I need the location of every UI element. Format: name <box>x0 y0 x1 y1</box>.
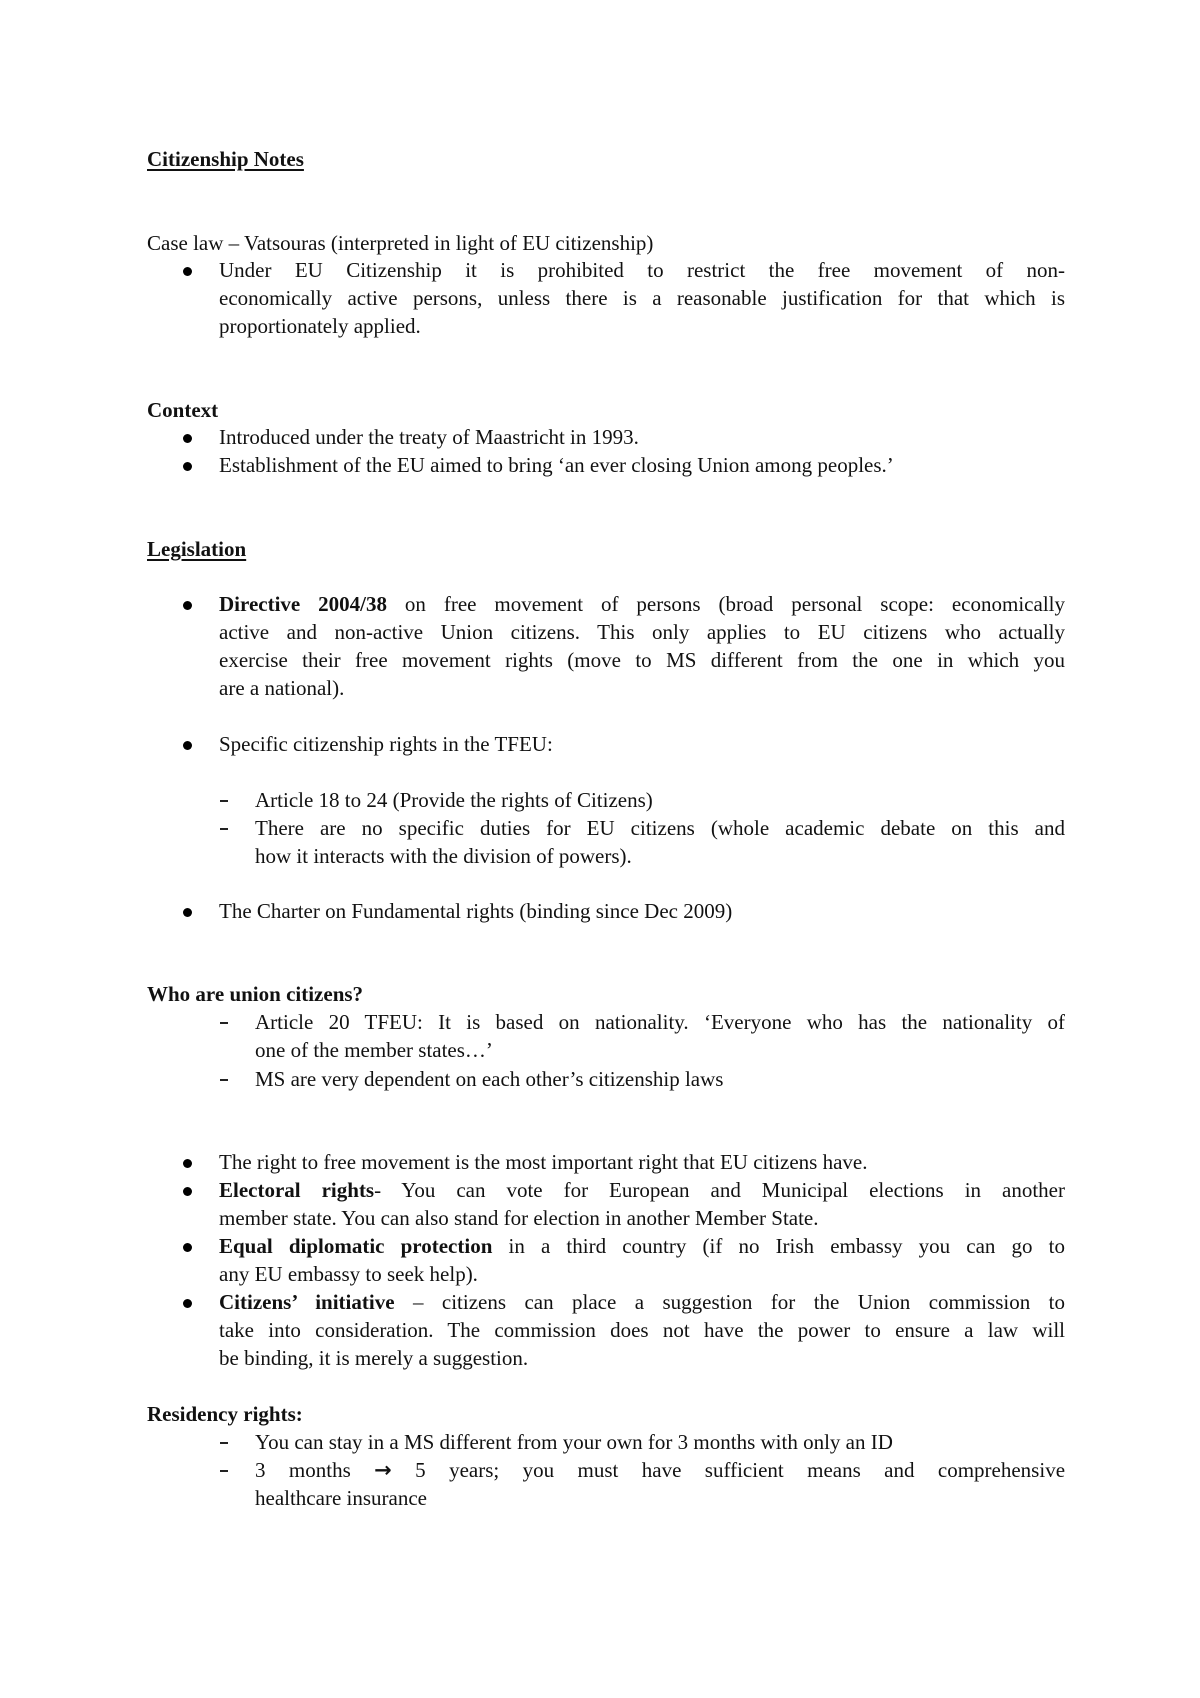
bullet-icon <box>183 741 192 750</box>
bullet-icon <box>183 462 192 471</box>
electoral-line-1 <box>219 1176 1065 1204</box>
tfeu-dash-1: Article 18 to 24 (Provide the rights of Citizens) <box>255 788 653 812</box>
initiative-line-1 <box>219 1288 1065 1316</box>
initiative-line-3: be binding, it is merely a suggestion. <box>219 1346 529 1370</box>
directive-line-2: active and non-active Union citizens. This only applies to EU citizens who actually <box>219 620 1065 644</box>
tfeu-dash-2: There are no specific duties for EU citizens (whole academic debate on this and <box>255 816 1065 840</box>
directive-text: on free movement of persons (broad personal scope: economically <box>387 592 1065 616</box>
dash-icon <box>220 1442 228 1444</box>
directive-name: Directive 2004/38 <box>219 592 387 616</box>
tfeu-bullet: Specific citizenship rights in the TFEU: <box>219 732 553 756</box>
dash-icon <box>220 828 228 830</box>
charter-bullet: The Charter on Fundamental rights (binding since Dec 2009) <box>219 899 733 923</box>
residency-heading: Residency rights: <box>147 1402 303 1426</box>
legislation-heading: Legislation <box>147 537 247 561</box>
diplomatic-label: Equal diplomatic protection <box>219 1234 493 1258</box>
residency-dash-2 <box>255 1456 1065 1484</box>
case-law-line-3: proportionately applied. <box>219 314 421 338</box>
bullet-icon <box>183 434 192 443</box>
bullet-icon <box>183 1299 192 1308</box>
case-law-line-1: Under EU Citizenship it is prohibited to restrict the free movement of non- <box>219 258 1065 282</box>
who-heading: Who are union citizens? <box>147 982 364 1006</box>
electoral-text: - You can vote for European and Municipal elections in another <box>374 1178 1065 1202</box>
dash-icon <box>220 800 228 802</box>
residency-duration-rest: 5 years; you must have sufficient means and comprehensive <box>415 1458 1066 1482</box>
context-bullet-2: Establishment of the EU aimed to bring ‘an ever closing Union among peoples.’ <box>219 453 894 477</box>
who-dash-1-cont: one of the member states…’ <box>255 1038 493 1062</box>
document-title: Citizenship Notes <box>147 147 304 171</box>
context-bullet-1: Introduced under the treaty of Maastricht in 1993. <box>219 425 639 449</box>
diplomatic-line-2: any EU embassy to seek help). <box>219 1262 478 1286</box>
directive-line-4: are a national). <box>219 676 345 700</box>
free-movement-bullet: The right to free movement is the most important right that EU citizens have. <box>219 1150 868 1174</box>
case-law-heading: Case law – Vatsouras (interpreted in light of EU citizenship) <box>147 231 654 255</box>
bullet-icon <box>183 1187 192 1196</box>
context-heading: Context <box>147 398 219 422</box>
dash-icon <box>220 1470 228 1472</box>
electoral-line-2: member state. You can also stand for election in another Member State. <box>219 1206 819 1230</box>
diplomatic-text: in a third country (if no Irish embassy you can go to <box>492 1234 1065 1258</box>
initiative-label: Citizens’ initiative <box>219 1290 395 1314</box>
residency-duration-start: 3 months <box>255 1458 351 1482</box>
directive-line-3: exercise their free movement rights (move to MS different from the one in which you <box>219 648 1065 672</box>
residency-dash-2-cont: healthcare insurance <box>255 1486 427 1510</box>
bullet-icon <box>183 267 192 276</box>
who-dash-2: MS are very dependent on each other’s citizenship laws <box>255 1067 724 1091</box>
who-dash-1: Article 20 TFEU: It is based on nationality. ‘Everyone who has the nationality of <box>255 1010 1065 1034</box>
electoral-label: Electoral rights <box>219 1178 375 1202</box>
bullet-icon <box>183 1159 192 1168</box>
initiative-line-2: take into consideration. The commission does not have the power to ensure a law will <box>219 1318 1065 1342</box>
bullet-icon <box>183 908 192 917</box>
dash-icon <box>220 1079 228 1081</box>
dash-icon <box>220 1022 228 1024</box>
directive-line-1 <box>219 590 1065 618</box>
residency-dash-1: You can stay in a MS different from your own for 3 months with only an ID <box>255 1430 893 1454</box>
bullet-icon <box>183 1243 192 1252</box>
right-arrow-icon: → <box>374 1458 392 1482</box>
diplomatic-line-1 <box>219 1232 1065 1260</box>
tfeu-dash-2-cont: how it interacts with the division of powers). <box>255 844 632 868</box>
bullet-icon <box>183 601 192 610</box>
case-law-line-2: economically active persons, unless there is a reasonable justification for that which is <box>219 286 1065 310</box>
initiative-text: – citizens can place a suggestion for the Union commission to <box>394 1290 1065 1314</box>
